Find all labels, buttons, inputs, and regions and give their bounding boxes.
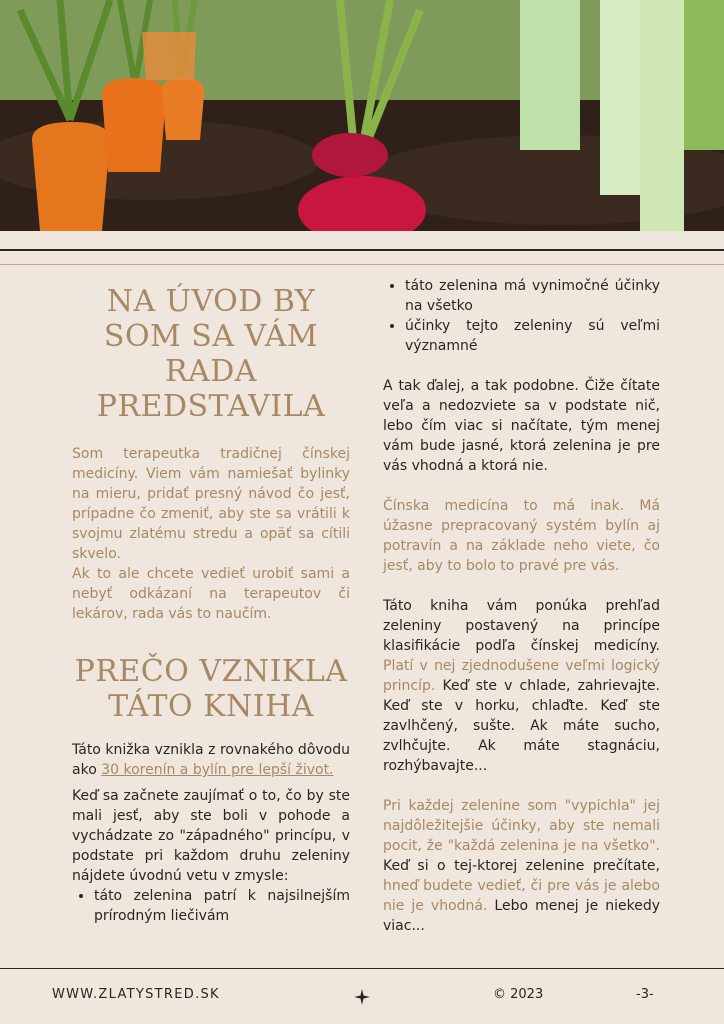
overview-text-2: Keď ste v chlade, zahrievajte. Keď ste v horku, chlaďte. Keď ste zavlhčený, sušte. Ak máte sucho, zvlhčujte. Ak máte stagnáciu, rozhýbavajte... [383,678,660,774]
heading-why-book: PREČO VZNIKLA TÁTO KNIHA [74,654,348,724]
paragraph-book-overview [383,596,660,776]
right-column [383,276,660,936]
footer-rule [0,968,724,969]
heading-intro: NA ÚVOD BY SOM SA VÁM RADA PREDSTAVILA [96,284,326,424]
list-item: • táto zelenina patrí k najsilnejším prírodným liečivám [94,886,350,926]
why-paragraph-2: Keď sa začnete zaujímať o to, čo by ste mali jesť, aby ste boli v pohode a vychádzate zo "západného" princípu, v podstate pri každom druhu zeleniny nájdete úvodnú vetu v zmysle: [72,788,350,884]
intro-paragraph: Som terapeutka tradičnej čínskej medicíny. Viem vám namiešať bylinky na mieru, pridať presný návod čo jesť, prípadne čo zmeniť, aby ste sa vrátili k svojmu zlatému stredu a opäť sa cítili skvelo. [72,446,350,562]
left-column [72,284,350,926]
highlights-text-3: hneď budete vedieť, či pre vás je alebo nie je vhodná. [383,878,660,914]
top-rule [0,249,724,251]
footer [0,985,724,1009]
book-link[interactable]: 30 korenín a bylín pre lepší život. [101,762,334,778]
list-item: • účinky tejto zeleniny sú veľmi významné [405,316,660,356]
sparkle-icon [354,989,370,1009]
why-paragraph [72,740,350,780]
footer-website[interactable]: WWW.ZLATYSTRED.SK [52,987,220,1002]
effects-list [72,886,350,926]
top-rule-thin [0,264,724,265]
paragraph-and-so-on: A tak ďalej, a tak podobne. Čiže čítate veľa a nedozviete sa v podstate nič, lebo čím viac si načítate, tým menej vám bude jasné, ktorá zelenina je pre vás vhodná a ktorá nie. [383,378,660,474]
highlights-text-2: Keď si o tej-ktorej zelenine prečítate, [383,858,660,874]
highlights-text: Pri každej zelenine som "vypichla" jej najdôležitejšie účinky, aby ste nemali pocit, že "každá zelenina je na všetko". [383,798,660,854]
paragraph-chinese-medicine: Čínska medicína to má inak. Má úžasne prepracovaný systém bylín aj potravín a na základe neho viete, čo jesť, aby to bolo to pravé pre vás. [383,498,660,574]
intro-paragraph-2: Ak to ale chcete vedieť urobiť sami a nebyť odkázaní na terapeutov či lekárov, rada vás to naučím. [72,566,350,622]
page-number: -3- [636,987,654,1002]
overview-text: Táto kniha vám ponúka prehľad zeleniny postavený na princípe klasifikácie podľa čínskej medicíny. [383,598,660,654]
list-item: • táto zelenina má vynimočné účinky na všetko [405,276,660,316]
highlights-text-4: Lebo menej je niekedy viac... [383,898,660,934]
effects-list-continued [383,276,660,356]
overview-highlight: Platí v nej zjednodušene veľmi logický princíp. [383,658,660,694]
why-text: Táto knižka vznikla z rovnakého dôvodu ako [72,742,350,778]
hero-image [0,0,724,231]
vegetable-garden-illustration [0,0,724,231]
paragraph-highlights [383,796,660,936]
footer-copyright: © 2023 [493,987,544,1002]
